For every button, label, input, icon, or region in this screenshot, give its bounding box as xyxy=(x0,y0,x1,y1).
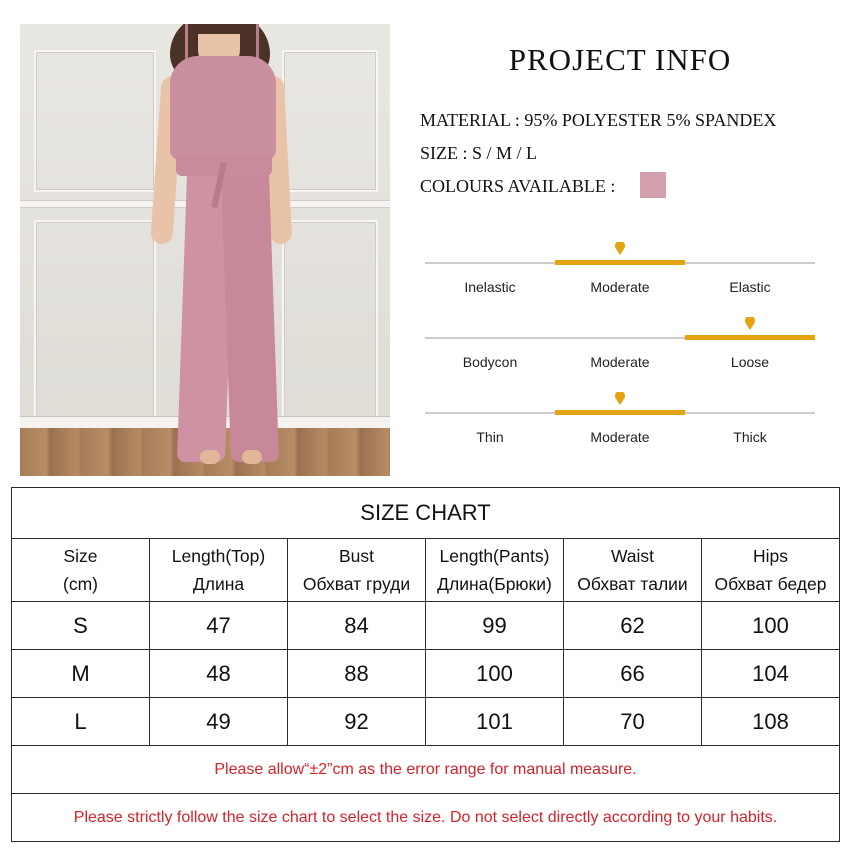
table-cell: 101 xyxy=(426,698,564,746)
scale-label: Inelastic xyxy=(464,279,516,295)
size-selection-note: Please strictly follow the size chart to select the size. Do not select directly according to your habits. xyxy=(12,794,840,842)
table-cell: 48 xyxy=(150,650,288,698)
scale-label: Thin xyxy=(476,429,504,445)
table-cell: 100 xyxy=(702,602,840,650)
table-cell: M xyxy=(12,650,150,698)
table-row xyxy=(12,698,840,746)
measurement-error-note: Please allow“±2”cm as the error range for manual measure. xyxy=(12,746,840,794)
table-cell: 49 xyxy=(150,698,288,746)
table-cell: 92 xyxy=(288,698,426,746)
size-text: SIZE : S / M / L xyxy=(420,143,538,163)
table-cell: 104 xyxy=(702,650,840,698)
table-header-row xyxy=(12,539,840,602)
model-figure xyxy=(20,24,390,476)
thickness-scale xyxy=(425,396,815,456)
table-cell: 70 xyxy=(564,698,702,746)
table-cell: 47 xyxy=(150,602,288,650)
header-cell: Size (cm) xyxy=(12,539,150,602)
table-cell: 62 xyxy=(564,602,702,650)
material-text: MATERIAL : 95% POLYESTER 5% SPANDEX xyxy=(420,110,777,130)
location-pin-icon xyxy=(613,392,627,406)
table-cell: 100 xyxy=(426,650,564,698)
model-foot xyxy=(242,450,262,464)
model-foot xyxy=(200,450,220,464)
header-cell: Bust Обхват груди xyxy=(288,539,426,602)
project-info-title: PROJECT INFO xyxy=(508,42,732,77)
location-pin-icon xyxy=(743,317,757,331)
product-photo xyxy=(20,24,390,476)
pants-leg xyxy=(221,172,279,462)
table-cell: 88 xyxy=(288,650,426,698)
cami-top xyxy=(170,56,276,160)
size-chart-table xyxy=(11,487,840,842)
scale-highlight xyxy=(555,260,685,265)
scale-label: Moderate xyxy=(590,279,650,295)
elasticity-scale xyxy=(425,246,815,306)
header-cell: Length(Pants) Длина(Брюки) xyxy=(426,539,564,602)
table-cell: 99 xyxy=(426,602,564,650)
scale-label: Moderate xyxy=(590,429,650,445)
table-cell: 84 xyxy=(288,602,426,650)
location-pin-icon xyxy=(613,242,627,256)
size-chart-title: SIZE CHART xyxy=(12,488,840,539)
table-cell: L xyxy=(12,698,150,746)
scale-highlight xyxy=(555,410,685,415)
header-cell: Length(Top) Длина xyxy=(150,539,288,602)
header-cell: Hips Обхват бедер xyxy=(702,539,840,602)
scale-label: Elastic xyxy=(729,279,771,295)
table-cell: 66 xyxy=(564,650,702,698)
fit-scale xyxy=(425,321,815,381)
scale-label: Thick xyxy=(733,429,767,445)
table-cell: S xyxy=(12,602,150,650)
scale-label: Moderate xyxy=(590,354,650,370)
scale-label: Loose xyxy=(730,354,770,370)
note-row xyxy=(12,746,840,794)
scale-label: Bodycon xyxy=(462,354,518,370)
colours-label: COLOURS AVAILABLE : xyxy=(420,176,616,196)
note-row xyxy=(12,794,840,842)
table-row xyxy=(12,650,840,698)
table-row xyxy=(12,602,840,650)
colour-swatch xyxy=(640,172,666,198)
scale-highlight xyxy=(685,335,815,340)
header-cell: Waist Обхват талии xyxy=(564,539,702,602)
table-cell: 108 xyxy=(702,698,840,746)
